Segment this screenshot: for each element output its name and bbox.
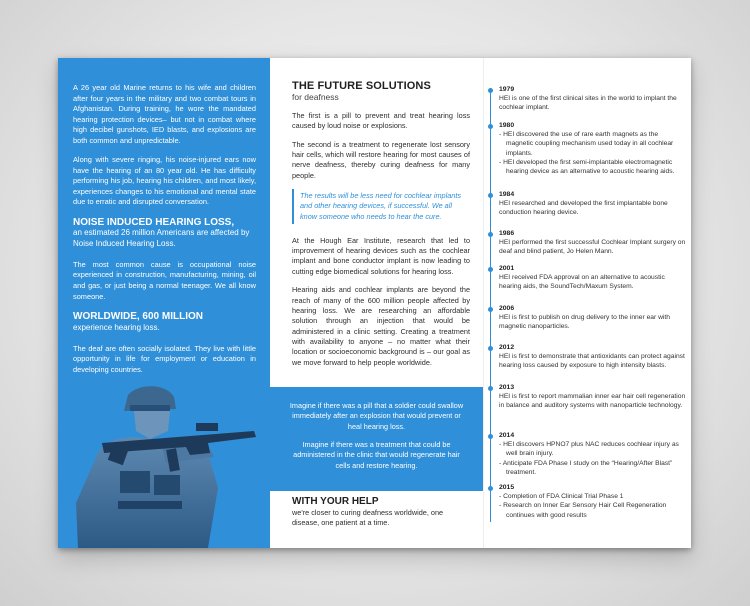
timeline-dot <box>488 486 493 491</box>
middle-paragraph-3: At the Hough Ear Institute, research that led to improvement of hearing devices such as the cochlear implant and bone conductor implant is now leading to cutting edge biomedical solutions for hearing loss. <box>292 235 470 276</box>
timeline-text <box>499 352 687 371</box>
timeline-item <box>499 230 687 257</box>
timeline-dot <box>488 307 493 312</box>
timeline-item <box>499 484 687 520</box>
with-your-help-text: we're closer to curing deafness worldwide, one disease, one patient at a time. <box>292 508 444 528</box>
timeline-text <box>499 492 687 520</box>
imagine-pill-text: Imagine if there was a pill that a soldier could swallow immediately after an explosion that would prevent or heal hearing loss. <box>289 401 464 431</box>
timeline-text <box>499 94 687 113</box>
timeline-line-text: HEI is one of the first clinical sites in the world to implant the cochlear implant. <box>499 95 677 112</box>
with-your-help-section <box>292 496 472 529</box>
brochure-spread <box>58 58 691 548</box>
timeline-line-text: - HEI discovers HPNO7 plus NAC reduces cochlear injury as well brain injury. <box>499 441 679 458</box>
timeline-item <box>499 265 687 292</box>
with-your-help-title: WITH YOUR HELP <box>292 496 379 507</box>
left-paragraph-2: Along with severe ringing, his noise-injured ears now have the hearing of an 80 year old. He has difficulty performing his job, hearing his children, and most likely, experiences changes to his emotional and mental state due to erratic and disrupted conversation. <box>73 155 256 207</box>
timeline-item <box>499 191 687 218</box>
left-panel <box>58 58 270 548</box>
future-solutions-subtitle: for deafness <box>292 92 339 102</box>
timeline-year: 2015 <box>499 484 515 491</box>
worldwide-heading: WORLDWIDE, 600 MILLION <box>73 311 203 323</box>
timeline-item <box>499 432 687 477</box>
middle-paragraph-2: The second is a treatment to regenerate lost sensory hair cells, which will restore hearing for most causes of nerve deafness, thereby curing deafness for many people. <box>292 139 470 180</box>
soldier-silhouette-image <box>58 383 270 548</box>
timeline-line <box>490 90 491 522</box>
timeline-line-text: HEI is first to publish on drug delivery to the inner ear with magnetic nanoparticles. <box>499 314 670 331</box>
timeline-text <box>499 130 687 176</box>
timeline-line-text: HEI researched and developed the first implantable bone conduction hearing device. <box>499 200 668 217</box>
timeline-text <box>499 392 687 411</box>
timeline-item <box>499 122 687 176</box>
timeline-dot <box>488 232 493 237</box>
timeline-line-text: HEI performed the first successful Cochlear Implant surgery on deaf and blind patient, Jo Helen Mann. <box>499 239 686 256</box>
noise-induced-subheading: an estimated 26 million Americans are affected by Noise Induced Hearing Loss. <box>73 228 250 248</box>
timeline-dot <box>488 434 493 439</box>
timeline-line-text: - HEI discovered the use of rare earth magnets as the magnetic coupling mechanism used today in all cochlear implants. <box>499 131 674 157</box>
timeline-line-text: - HEI developed the first semi-implantable electromagnetic hearing device as an alternative to acoustic hearing aids. <box>499 158 675 176</box>
left-paragraph-4: The deaf are often socially isolated. They live with little opportunity in life for employment or education in developing countries. <box>73 343 256 374</box>
timeline-dot <box>488 124 493 129</box>
imagine-treatment-text: Imagine if there was a treatment that could be administered in the clinic that would regenerate hair cells and restore hearing. <box>293 440 460 470</box>
timeline-item <box>499 305 687 332</box>
timeline-year: 2012 <box>499 344 515 351</box>
timeline-item <box>499 344 687 371</box>
timeline-line-text: HEI received FDA approval on an alternative to acoustic hearing aids, the SoundTech/Maxum System. <box>499 274 665 291</box>
middle-panel <box>270 58 484 548</box>
left-paragraph-3: The most common cause is occupational noise experienced in construction, manufacturing, mining, oil and gas, or just being a normal teenager. We all know someone. <box>73 259 256 301</box>
timeline-dot <box>488 88 493 93</box>
timeline-year: 2001 <box>499 265 515 272</box>
worldwide-subheading: experience hearing loss. <box>73 322 160 332</box>
timeline-line-text: HEI is first to demonstrate that antioxidants can protect against hearing loss caused by exposure to high intensity blasts. <box>499 353 685 370</box>
timeline-year: 1980 <box>499 122 515 129</box>
timeline-panel <box>484 58 691 548</box>
timeline-text <box>499 273 687 292</box>
timeline-line-text: - Anticipate FDA Phase I study on the “Hearing/After Blast” treatment. <box>499 459 673 476</box>
timeline-year: 2013 <box>499 384 515 391</box>
timeline-year: 1979 <box>499 86 515 93</box>
timeline-dot <box>488 193 493 198</box>
timeline-year: 2006 <box>499 305 515 312</box>
future-solutions-title: THE FUTURE SOLUTIONS <box>292 80 431 92</box>
timeline-line-text: - Research on Inner Ear Sensory Hair Cell Regeneration continues with good results <box>499 502 667 519</box>
timeline-text <box>499 199 687 218</box>
middle-paragraph-4: Hearing aids and cochlear implants are beyond the reach of many of the 600 million people affected by hearing loss. We are researching an affordable solution through an injection that would be administered in a clinic setting. Creating a treatment with availability to anyone – no matter what their location or socioeconomic background is – our goal as we move forward to help people worldwide. <box>292 285 470 367</box>
timeline-dot <box>488 346 493 351</box>
timeline-year: 1984 <box>499 191 515 198</box>
pull-quote: The results will be less need for cochlear implants and other hearing devices, if successful. We all know someone who needs to hear the cure. <box>292 189 470 224</box>
timeline-dot <box>488 386 493 391</box>
timeline-text <box>499 238 687 257</box>
imagine-callout-box <box>270 387 483 491</box>
timeline-text <box>499 440 687 477</box>
timeline-year: 1986 <box>499 230 515 237</box>
middle-paragraph-1: The first is a pill to prevent and treat hearing loss caused by loud noise or explosions. <box>292 111 470 131</box>
timeline-dot <box>488 267 493 272</box>
timeline-line-text: HEI is first to report mammalian inner ear hair cell regeneration in balance and auditory systems with nanoparticle technology. <box>499 393 686 410</box>
timeline-line-text: - Completion of FDA Clinical Trial Phase 1 <box>499 493 624 501</box>
noise-induced-heading: NOISE INDUCED HEARING LOSS, <box>73 216 235 228</box>
timeline-text <box>499 313 687 332</box>
left-paragraph-1: A 26 year old Marine returns to his wife and children after four years in the military and two combat tours in Afghanistan. During training, he wore the mandated hearing protection devices– but not in combat where high decibel gunshots, IED blasts, and explosions are both common and unpredictable. <box>73 83 256 145</box>
timeline-year: 2014 <box>499 432 515 439</box>
timeline-item <box>499 384 687 411</box>
timeline-item <box>499 86 687 113</box>
